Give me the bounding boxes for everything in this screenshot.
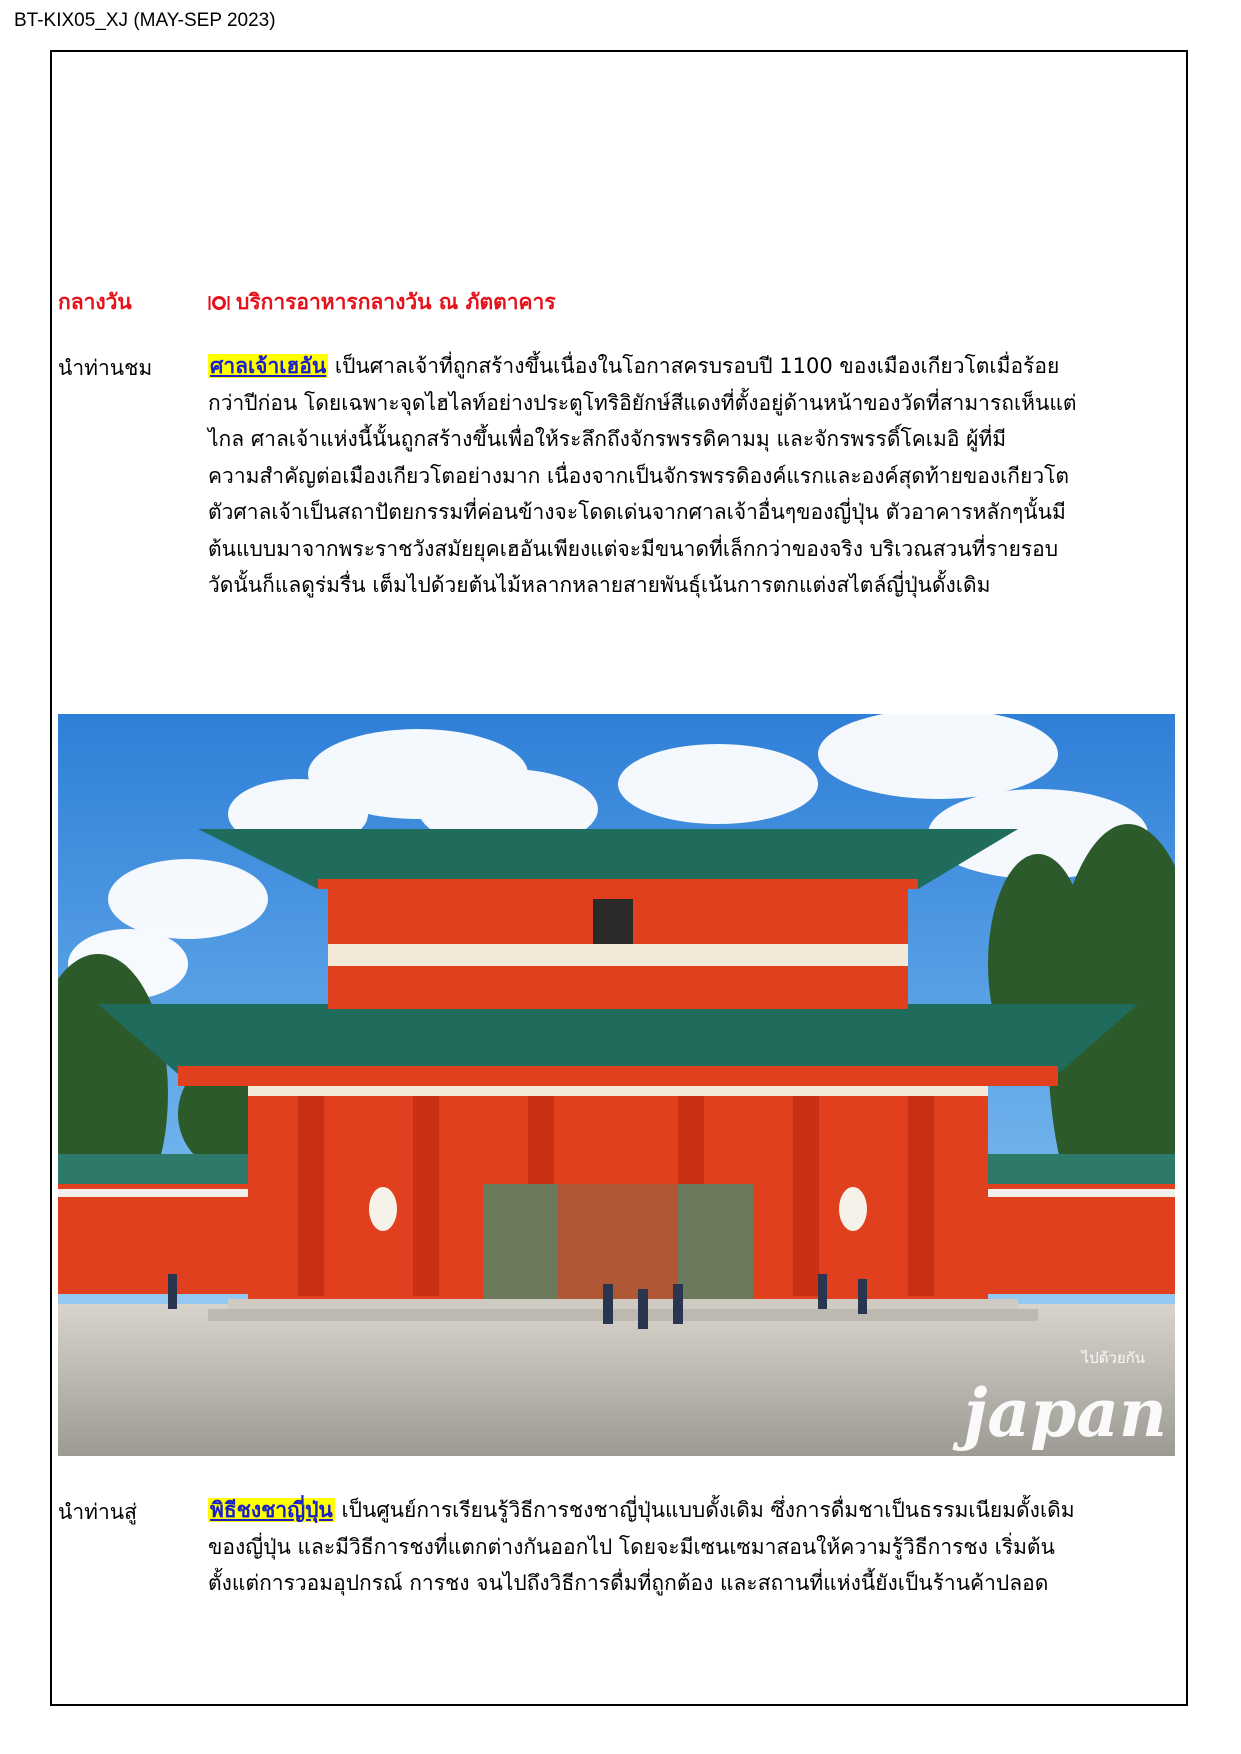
tea-line: ตั้งแต่การวอมอุปกรณ์ การชง จนไปถึงวิธีการดื่มที่ถูกต้อง และสถานที่แห่งนี้ยังเป็นร้านค้าปลอด: [208, 1571, 1049, 1595]
photo-watermark-small: ไปด้วยกัน: [1081, 1349, 1145, 1367]
dining-icon: [208, 293, 230, 317]
heian-line: ศาลเจ้าเฮอัน เป็นศาลเจ้าที่ถูกสร้างขึ้นเนื่องในโอกาสครบรอบปี 1100 ของเมืองเกียวโตเมื่อร้อย: [210, 354, 1060, 378]
tea-line: ของญี่ปุ่น และมีวิธีการชงที่แตกต่างกันออกไป โดยจะมีเซนเซมาสอนให้ความรู้วิธีการชง เริ่มต้น: [208, 1534, 1055, 1559]
heian-line: ตัวศาลเจ้าเป็นสถาปัตยกรรมที่ค่อนข้างจะโดดเด่นจากศาลเจ้าอื่นๆของญี่ปุ่น ตัวอาคารหลักๆนั้นมี: [208, 500, 1066, 524]
document-code: BT-KIX05_XJ (MAY-SEP 2023): [14, 10, 276, 31]
heian-line: กว่าปีก่อน โดยเฉพาะจุดไฮไลท์อย่างประตูโทริอิยักษ์สีแดงที่ตั้งอยู่ด้านหน้าของวัดที่สามารถเห็นแต่: [208, 390, 1077, 415]
heian-line: วัดนั้นก็แลดูร่มรื่น เต็มไปด้วยต้นไม้หลากหลายสายพันธุ์เน้นการตกแต่งสไตล์ญี่ปุ่นดั้งเดิม: [208, 573, 991, 597]
lunch-label: กลางวัน: [58, 290, 132, 314]
heian-line: ไกล ศาลเจ้าแห่งนี้นั้นถูกสร้างขึ้นเพื่อให้ระลึกถึงจักรพรรดิคามมุ และจักรพรรดิ์โคเมอิ ผู้ที่มี: [208, 427, 1007, 451]
heian-line: ความสำคัญต่อเมืองเกียวโตอย่างมาก เนื่องจากเป็นจักรพรรดิองค์แรกและองค์สุดท้ายของเกียวโต: [208, 463, 1070, 488]
heian-paragraph: [208, 348, 1180, 604]
heian-label: นำท่านชม: [58, 356, 153, 380]
tea-label: นำท่านสู่: [58, 1500, 137, 1524]
photo-watermark: japan: [963, 1374, 1167, 1452]
heian-line: ต้นแบบมาจากพระราชวังสมัยยุคเฮอันเพียงแต่จะมีขนาดที่เล็กกว่าของจริง บริเวณสวนที่รายรอบ: [208, 536, 1059, 561]
tea-name-highlight: พิธีชงชาญี่ปุ่น: [210, 1498, 333, 1522]
lunch-content: [208, 286, 1180, 319]
lunch-text: บริการอาหารกลางวัน ณ ภัตตาคาร: [236, 290, 556, 314]
tea-paragraph: [208, 1492, 1180, 1602]
heian-shrine-photo: [58, 714, 1175, 1456]
heian-name-highlight: ศาลเจ้าเฮอัน: [210, 354, 327, 378]
tea-line: พิธีชงชาญี่ปุ่น เป็นศูนย์การเรียนรู้วิธีการชงชาญี่ปุ่นแบบดั้งเดิม ซึ่งการดื่มชาเป็นธรรมเนียมดั้งเดิม: [210, 1498, 1075, 1522]
